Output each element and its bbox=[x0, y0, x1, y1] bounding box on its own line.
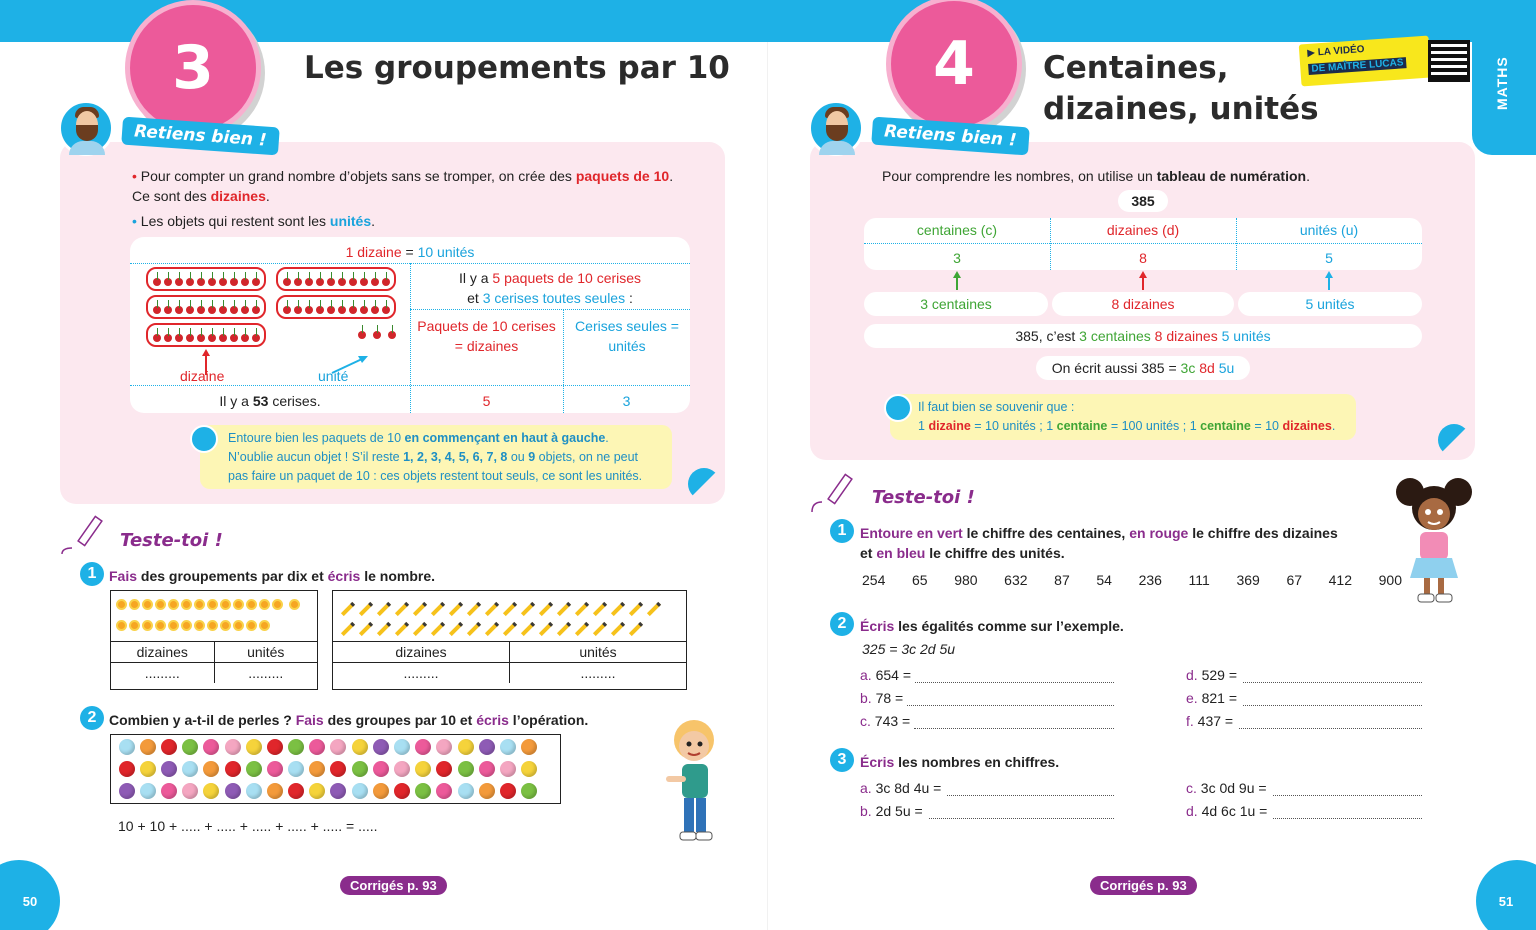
numbers-list bbox=[862, 570, 1402, 590]
pearl-icon bbox=[225, 739, 241, 755]
exercise-2-instruction: Écris les égalités comme sur l’exemple. bbox=[860, 618, 1124, 634]
pearl-icon bbox=[373, 783, 389, 799]
teacher-avatar-icon bbox=[58, 100, 114, 156]
pearl-icon bbox=[436, 761, 452, 777]
pearl-icon bbox=[330, 761, 346, 777]
exercise-1-instruction: Fais des groupements par dix et écris le nombre. bbox=[109, 568, 436, 584]
number-item[interactable]: 254 bbox=[862, 572, 886, 588]
pencils-exercise bbox=[332, 590, 687, 690]
page-divider bbox=[767, 42, 768, 930]
flowers-exercise bbox=[110, 590, 318, 690]
pearl-icon bbox=[415, 739, 431, 755]
pearl-icon bbox=[246, 783, 262, 799]
pearl-icon bbox=[352, 761, 368, 777]
pearl-icon bbox=[436, 739, 452, 755]
answer-line[interactable]: c. 3c 0d 9u = bbox=[1186, 778, 1422, 801]
value-dizaines: 5 bbox=[482, 393, 491, 409]
number-item[interactable]: 900 bbox=[1378, 572, 1402, 588]
cherry-table bbox=[130, 237, 690, 413]
teacher-avatar-icon bbox=[190, 425, 218, 453]
pearl-icon bbox=[182, 761, 198, 777]
answer-line[interactable]: d. 4d 6c 1u = bbox=[1186, 801, 1422, 824]
girl-character-icon bbox=[1390, 474, 1478, 608]
exercise-3-badge: 3 bbox=[830, 748, 854, 772]
number-item[interactable]: 369 bbox=[1236, 572, 1260, 588]
exercise-2-instruction: Combien y a-t-il de perles ? Fais des groupes par 10 et écris l’opération. bbox=[109, 712, 589, 728]
corriges-link[interactable]: Corrigés p. 93 bbox=[340, 876, 447, 895]
label-unite: unité bbox=[318, 368, 349, 384]
number-item[interactable]: 980 bbox=[954, 572, 978, 588]
number-item[interactable]: 54 bbox=[1096, 572, 1112, 588]
pearl-icon bbox=[119, 739, 135, 755]
corriges-link[interactable]: Corrigés p. 93 bbox=[1090, 876, 1197, 895]
dizaine-equation: 1 dizaine = 10 unités bbox=[345, 244, 475, 260]
answer-line[interactable]: f. 437 = bbox=[1186, 711, 1422, 734]
pearl-icon bbox=[521, 783, 537, 799]
lesson-number: 4 bbox=[933, 29, 975, 99]
lesson-number: 3 bbox=[172, 33, 214, 103]
dizaines-header: dizaines bbox=[395, 644, 447, 660]
pearl-icon bbox=[161, 783, 177, 799]
pencil-icon bbox=[58, 512, 118, 558]
number-item[interactable]: 65 bbox=[911, 572, 928, 588]
col-centaines: centaines (c) bbox=[916, 222, 998, 238]
pearl-icon bbox=[140, 783, 156, 799]
answer-line[interactable]: e. 821 = bbox=[1186, 688, 1422, 711]
teacher-avatar-icon bbox=[808, 100, 864, 156]
pearl-icon bbox=[458, 761, 474, 777]
col-dizaines: dizaines (d) bbox=[1106, 222, 1180, 238]
pearl-icon bbox=[394, 783, 410, 799]
decomposition-sentence: 385, c’est 3 centaines 8 dizaines 5 unités bbox=[864, 324, 1422, 348]
unites-header: unités bbox=[214, 642, 318, 662]
label-3-centaines: 3 centaines bbox=[864, 292, 1048, 316]
col-seules: Cerises seules = unités bbox=[575, 318, 679, 354]
pearl-icon bbox=[119, 761, 135, 777]
bullet-2: • Les objets qui restent sont les unités. bbox=[132, 213, 376, 229]
exercise-2-badge: 2 bbox=[830, 612, 854, 636]
bullet-1: • Pour compter un grand nombre d’objets sans se tromper, on crée des paquets de 10. Ce sont des dizaines. bbox=[132, 168, 674, 204]
pearl-icon bbox=[246, 739, 262, 755]
retiens-label: Retiens bien ! bbox=[121, 117, 279, 156]
maths-tab[interactable]: MATHS bbox=[1472, 0, 1536, 155]
tip-box: Entoure bien les paquets de 10 en commençant en haut à gauche. N’oublie aucun objet ! S’il reste 1, 2, 3, 4, 5, 6, 7, 8 ou 9 objets, on ne peut pas faire un paquet de 10 : ces objets restent tout seuls, ce sont les unités. bbox=[200, 425, 672, 489]
pearl-icon bbox=[288, 761, 304, 777]
exercise-3-right-items bbox=[1186, 778, 1422, 824]
numeration-table bbox=[864, 218, 1422, 270]
up-arrows bbox=[864, 270, 1422, 292]
pearl-icon bbox=[203, 761, 219, 777]
col-unites: unités (u) bbox=[1299, 222, 1359, 238]
answer-line[interactable]: a. 3c 8d 4u = bbox=[860, 778, 1114, 801]
label-dizaine: dizaine bbox=[180, 368, 225, 384]
pearl-icon bbox=[309, 761, 325, 777]
exercise-3-instruction: Écris les nombres en chiffres. bbox=[860, 754, 1060, 770]
pearl-icon bbox=[521, 739, 537, 755]
pearl-icon bbox=[288, 739, 304, 755]
pearl-icon bbox=[140, 761, 156, 777]
dizaines-answer-field[interactable]: ......... bbox=[403, 665, 439, 681]
dizaines-header: dizaines bbox=[136, 644, 188, 660]
pearl-icon bbox=[161, 761, 177, 777]
pearl-icon bbox=[500, 783, 516, 799]
qr-code-icon[interactable] bbox=[1428, 40, 1470, 82]
number-item[interactable]: 412 bbox=[1328, 572, 1352, 588]
pearl-icon bbox=[288, 783, 304, 799]
exercise-1-badge: 1 bbox=[830, 519, 854, 543]
page-number: 51 bbox=[1476, 860, 1536, 930]
pearl-icon bbox=[161, 739, 177, 755]
pearl-icon bbox=[458, 783, 474, 799]
exercise-2-left-items bbox=[860, 665, 1114, 734]
page-number: 50 bbox=[0, 860, 60, 930]
boy-character-icon bbox=[662, 710, 724, 844]
lesson-title: Centaines, dizaines, unités bbox=[1043, 50, 1319, 127]
pearl-icon bbox=[352, 783, 368, 799]
exercise-2-formula[interactable]: 10 + 10 + ..... + ..... + ..... + ..... + ..... = ..... bbox=[118, 818, 378, 834]
pearl-icon bbox=[479, 761, 495, 777]
label-8-dizaines: 8 dizaines bbox=[1052, 292, 1234, 316]
pearl-icon bbox=[182, 783, 198, 799]
retiens-label: Retiens bien ! bbox=[871, 117, 1029, 156]
digit-dizaines: 8 bbox=[1139, 250, 1147, 266]
cherry-singles bbox=[354, 325, 400, 339]
pearl-icon bbox=[140, 739, 156, 755]
answer-line[interactable]: d. 529 = bbox=[1186, 665, 1422, 688]
cherry-packet bbox=[146, 295, 266, 319]
exercise-3-left-items bbox=[860, 778, 1114, 824]
lesson-title: Les groupements par 10 bbox=[304, 50, 730, 86]
pearl-icon bbox=[267, 761, 283, 777]
teste-toi-heading: Teste-toi ! bbox=[120, 530, 223, 551]
digit-unites: 5 bbox=[1325, 250, 1333, 266]
pearl-icon bbox=[309, 739, 325, 755]
exercise-1-badge: 1 bbox=[80, 562, 104, 586]
pearl-icon bbox=[203, 783, 219, 799]
pearl-icon bbox=[415, 783, 431, 799]
unites-answer-field[interactable]: ......... bbox=[509, 663, 686, 683]
exercise-2-right-items bbox=[1186, 665, 1422, 734]
pearl-icon bbox=[373, 761, 389, 777]
pearls-box bbox=[110, 734, 561, 804]
lesson-number-badge bbox=[125, 0, 261, 136]
pearl-icon bbox=[458, 739, 474, 755]
number-item[interactable]: 236 bbox=[1138, 572, 1162, 588]
cherry-packet bbox=[276, 295, 396, 319]
pearl-icon bbox=[267, 783, 283, 799]
number-item[interactable]: 87 bbox=[1054, 572, 1070, 588]
pearl-icon bbox=[203, 739, 219, 755]
dizaines-answer-field[interactable]: ......... bbox=[144, 665, 180, 681]
teacher-avatar-icon bbox=[884, 394, 912, 422]
exercise-2-example: 325 = 3c 2d 5u bbox=[862, 641, 956, 657]
pencils-area bbox=[333, 591, 686, 641]
numeration-intro: Pour comprendre les nombres, on utilise un tableau de numération. bbox=[882, 168, 1310, 184]
short-notation: On écrit aussi 385 = 3c 8d 5u bbox=[1036, 356, 1250, 380]
pearl-icon bbox=[246, 761, 262, 777]
exercise-1-instruction: Entoure en vert le chiffre des centaines, en rouge le chiffre des dizaines et en bleu le chiffre des unités. bbox=[860, 525, 1338, 561]
pearl-icon bbox=[267, 739, 283, 755]
unites-answer-field[interactable]: ......... bbox=[214, 663, 318, 683]
flowers-area bbox=[111, 591, 317, 641]
cherry-packet bbox=[146, 267, 266, 291]
cherry-packet bbox=[146, 323, 266, 347]
pearl-icon bbox=[479, 783, 495, 799]
pearl-icon bbox=[373, 739, 389, 755]
pearl-icon bbox=[330, 783, 346, 799]
answer-line[interactable]: c. 743 = bbox=[860, 711, 1114, 734]
number-item[interactable]: 111 bbox=[1188, 572, 1210, 588]
unites-header: unités bbox=[509, 642, 686, 662]
pearl-icon bbox=[394, 761, 410, 777]
pearl-icon bbox=[182, 739, 198, 755]
number-item[interactable]: 67 bbox=[1286, 572, 1303, 588]
pearl-icon bbox=[394, 739, 410, 755]
teste-toi-heading: Teste-toi ! bbox=[872, 487, 975, 508]
answer-line[interactable]: b. 78 = bbox=[860, 688, 1114, 711]
lesson-number-badge bbox=[886, 0, 1022, 132]
pencil-icon bbox=[808, 470, 868, 516]
total-cherries: Il y a 53 cerises. bbox=[219, 393, 321, 409]
pearl-icon bbox=[436, 783, 452, 799]
answer-line[interactable]: a. 654 = bbox=[860, 665, 1114, 688]
label-5-unites: 5 unités bbox=[1238, 292, 1422, 316]
pearl-icon bbox=[521, 761, 537, 777]
number-385: 385 bbox=[1118, 190, 1168, 212]
pearl-icon bbox=[309, 783, 325, 799]
number-item[interactable]: 632 bbox=[1004, 572, 1028, 588]
value-unites: 3 bbox=[622, 393, 631, 409]
pearl-icon bbox=[225, 761, 241, 777]
answer-line[interactable]: b. 2d 5u = bbox=[860, 801, 1114, 824]
pearl-icon bbox=[500, 761, 516, 777]
pearl-icon bbox=[352, 739, 368, 755]
video-badge[interactable]: ▶ LA VIDÉO DE MAÎTRE LUCAS bbox=[1299, 36, 1432, 87]
cherry-packet bbox=[276, 267, 396, 291]
digit-centaines: 3 bbox=[953, 250, 961, 266]
exercise-2-badge: 2 bbox=[80, 706, 104, 730]
pearl-icon bbox=[330, 739, 346, 755]
col-paquets: Paquets de 10 cerises = dizaines bbox=[417, 318, 556, 354]
tip-box: Il faut bien se souvenir que : 1 dizaine = 10 unités ; 1 centaine = 100 unités ; 1 centaine = 10 dizaines. bbox=[890, 394, 1356, 440]
pearl-icon bbox=[225, 783, 241, 799]
pearl-icon bbox=[479, 739, 495, 755]
pearl-icon bbox=[415, 761, 431, 777]
pearl-icon bbox=[119, 783, 135, 799]
pearl-icon bbox=[500, 739, 516, 755]
il-y-a-text: Il y a 5 paquets de 10 cerises et 3 cerises toutes seules : bbox=[458, 270, 642, 306]
